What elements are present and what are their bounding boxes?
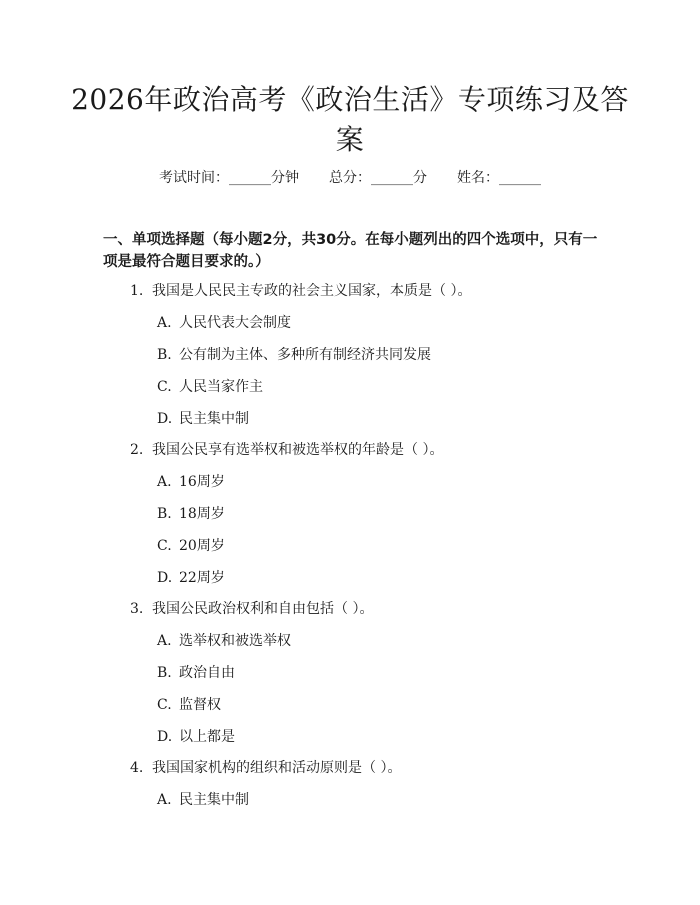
option-label: A. <box>157 315 172 331</box>
option-text: 公有制为主体、多种所有制经济共同发展 <box>179 347 431 363</box>
option-1d <box>157 409 249 429</box>
question-text: 我国公民政治权利和自由包括（ ）。 <box>152 601 374 617</box>
question-3 <box>130 599 373 619</box>
option-label: D. <box>157 729 173 745</box>
question-number: 4. <box>130 760 144 776</box>
option-1c <box>157 377 263 397</box>
option-text: 16周岁 <box>179 474 225 490</box>
option-text: 民主集中制 <box>179 411 249 427</box>
option-4a <box>157 790 249 810</box>
option-label: A. <box>157 474 172 490</box>
question-2 <box>130 440 443 460</box>
option-label: D. <box>157 570 173 586</box>
option-label: A. <box>157 633 172 649</box>
question-text: 我国是人民民主专政的社会主义国家，本质是（ ）。 <box>152 283 472 299</box>
exam-time-field: 考试时间：______分钟 <box>159 170 299 186</box>
option-label: C. <box>157 538 172 554</box>
option-2c <box>157 536 225 556</box>
option-3a <box>157 631 291 651</box>
option-2b <box>157 504 225 524</box>
option-text: 监督权 <box>179 697 221 713</box>
option-text: 政治自由 <box>179 665 235 681</box>
option-2a <box>157 472 225 492</box>
option-text: 18周岁 <box>179 506 225 522</box>
option-3d <box>157 727 235 747</box>
question-1 <box>130 281 471 301</box>
question-4 <box>130 758 401 778</box>
option-3b <box>157 663 235 683</box>
student-name-field: 姓名：______ <box>457 170 541 186</box>
option-label: C. <box>157 379 172 395</box>
option-text: 20周岁 <box>179 538 225 554</box>
exam-meta <box>0 168 700 188</box>
option-1b <box>157 345 431 365</box>
question-number: 2. <box>130 442 144 458</box>
option-1a <box>157 313 291 333</box>
option-3c <box>157 695 221 715</box>
option-label: B. <box>157 347 172 363</box>
option-text: 选举权和被选举权 <box>179 633 291 649</box>
option-text: 以上都是 <box>179 729 235 745</box>
question-number: 1. <box>130 283 144 299</box>
option-label: B. <box>157 665 172 681</box>
option-text: 22周岁 <box>179 570 225 586</box>
option-text: 民主集中制 <box>179 792 249 808</box>
option-label: A. <box>157 792 172 808</box>
option-2d <box>157 568 225 588</box>
document-title: 2026年政治高考《政治生活》专项练习及答案 <box>71 83 629 156</box>
question-text: 我国公民享有选举权和被选举权的年龄是（ ）。 <box>152 442 444 458</box>
option-label: C. <box>157 697 172 713</box>
question-number: 3. <box>130 601 144 617</box>
total-score-field: 总分：______分 <box>329 170 427 186</box>
option-text: 人民代表大会制度 <box>179 315 291 331</box>
option-label: D. <box>157 411 173 427</box>
option-text: 人民当家作主 <box>179 379 263 395</box>
section-heading-single-choice: 一、单项选择题（每小题2分，共30分。在每小题列出的四个选项中，只有一项是最符合题目要求的。） <box>103 232 598 270</box>
question-text: 我国国家机构的组织和活动原则是（ ）。 <box>152 760 402 776</box>
option-label: B. <box>157 506 172 522</box>
